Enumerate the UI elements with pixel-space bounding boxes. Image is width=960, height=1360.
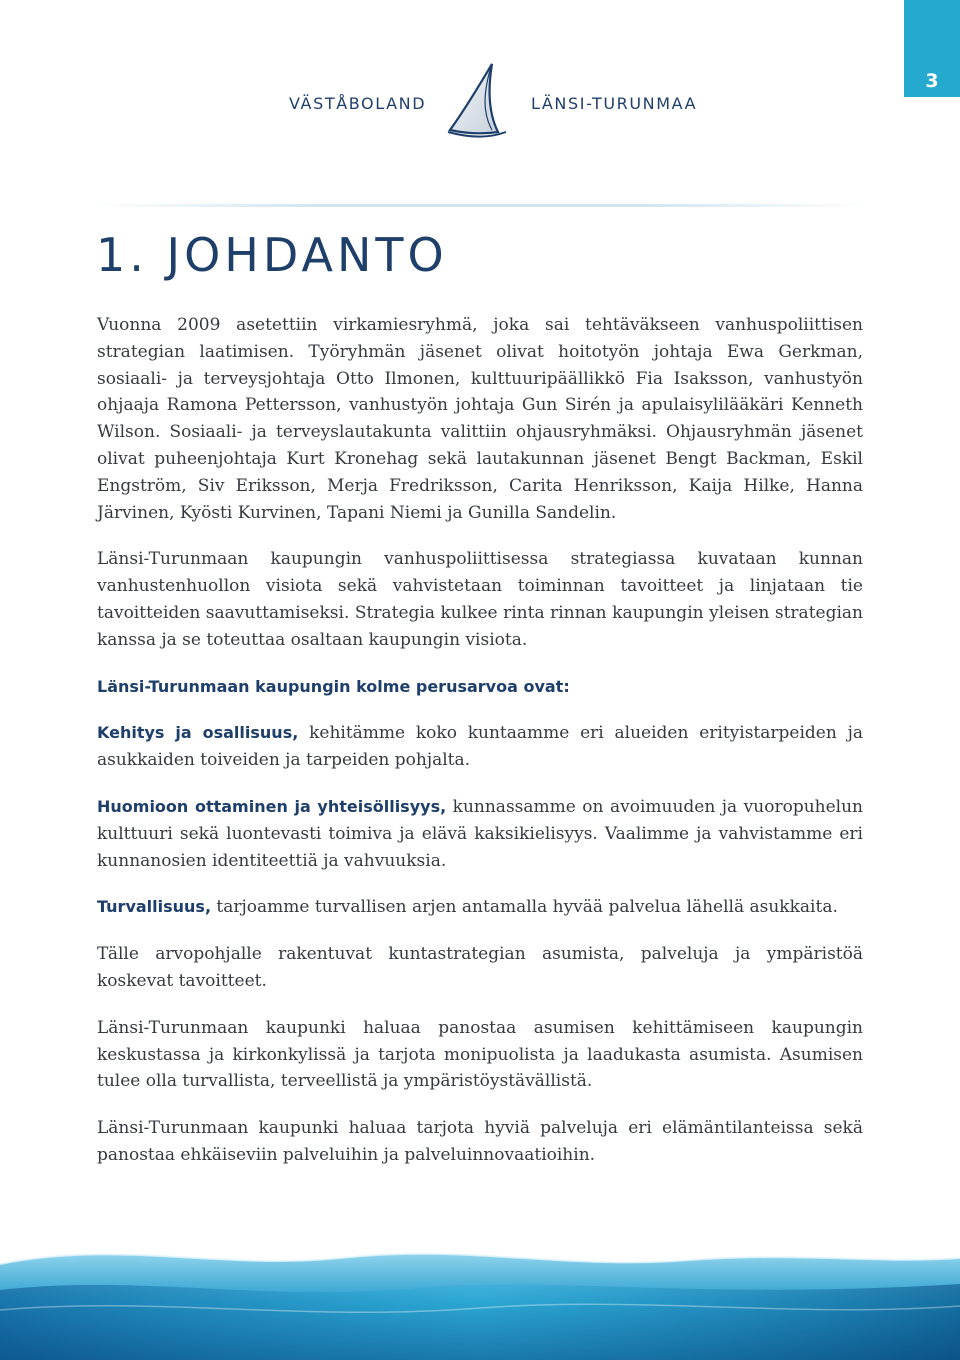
sail-logo-icon bbox=[440, 60, 520, 140]
value-title: Huomioon ottaminen ja yhteisöllisyys, bbox=[97, 796, 447, 816]
values-heading-line bbox=[97, 674, 863, 701]
value-text: tarjoamme turvallisen arjen antamalla hyvää palvelua lähellä asukkaita. bbox=[211, 897, 838, 918]
page-number: 3 bbox=[925, 70, 939, 92]
brand-name-finnish: LÄNSI-TURUNMAA bbox=[531, 94, 698, 113]
body-content bbox=[97, 312, 863, 1189]
value-item bbox=[97, 894, 863, 921]
value-item bbox=[97, 720, 863, 774]
value-item bbox=[97, 794, 863, 874]
value-title: Turvallisuus, bbox=[97, 897, 212, 917]
values-heading: Länsi-Turunmaan kaupungin kolme perusarvoa ovat: bbox=[97, 676, 570, 696]
closing-paragraph: Länsi-Turunmaan kaupunki haluaa panostaa asumisen kehittämiseen kaupungin keskustassa ja kirkonkylissä ja tarjota monipuolista ja laadukasta asumista. Asumisen tulee olla turvallista, terveellistä ja ympäristöystävällistä. bbox=[97, 1017, 863, 1092]
brand-name-swedish: VÄSTÅBOLAND bbox=[289, 94, 427, 113]
chapter-title: 1. JOHDANTO bbox=[96, 228, 448, 282]
value-text: kunnassamme on avoimuuden ja vuoropuhelun kulttuuri sekä luontevasti toimiva ja elävä kaksikielisyys. Vaalimme ja vahvistamme eri kunnanosien identiteettiä ja vahvuuksia. bbox=[97, 796, 863, 871]
closing-paragraph: Länsi-Turunmaan kaupunki haluaa tarjota hyviä palveluja eri elämäntilanteissa sekä panostaa ehkäiseviin palveluihin ja palveluinnovaatioihin. bbox=[97, 1118, 863, 1165]
header-divider bbox=[90, 204, 870, 207]
value-text: kehitämme koko kuntaamme eri alueiden erityistarpeiden ja asukkaiden toiveiden ja tarpeiden pohjalta. bbox=[97, 723, 863, 771]
water-wave-decoration bbox=[0, 1230, 960, 1360]
strategy-paragraph: Länsi-Turunmaan kaupungin vanhuspoliittisessa strategiassa kuvataan kunnan vanhustenhuollon visiota sekä vahvistetaan toiminnan tavoitteet ja linjataan tie tavoitteiden saavuttamiseksi. Strategia kulkee rinta rinnan kaupungin yleisen strategian kanssa ja se toteuttaa osaltaan kaupungin visiota. bbox=[97, 549, 863, 650]
intro-paragraph: Vuonna 2009 asetettiin virkamiesryhmä, joka sai tehtäväkseen vanhuspoliittisen strategian laatimisen. Työryhmän jäsenet olivat hoitotyön johtaja Ewa Gerkman, sosiaali- ja terveysjohtaja Otto Ilmonen, kulttuuripäällikkö Fia Isaksson, vanhustyön ohjaaja Ramona Pettersson, vanhustyön johtaja Gun Sirén ja apulaisylilääkäri Kenneth Wilson. Sosiaali- ja terveyslautakunta valittiin ohjausryhmäksi. Ohjausryhmän jäsenet olivat puheenjohtaja Kurt Kronehag sekä lautakunnan jäsenet Bengt Backman, Eskil Engström, Siv Eriksson, Merja Fredriksson, Carita Henriksson, Kaija Hilke, Hanna Järvinen, Kyösti Kurvinen, Tapani Niemi ja Gunilla Sandelin. bbox=[97, 315, 863, 523]
closing-paragraph: Tälle arvopohjalle rakentuvat kuntastrategian asumista, palveluja ja ympäristöä koskevat tavoitteet. bbox=[97, 944, 863, 991]
document-header bbox=[0, 60, 960, 140]
value-title: Kehitys ja osallisuus, bbox=[97, 723, 299, 743]
